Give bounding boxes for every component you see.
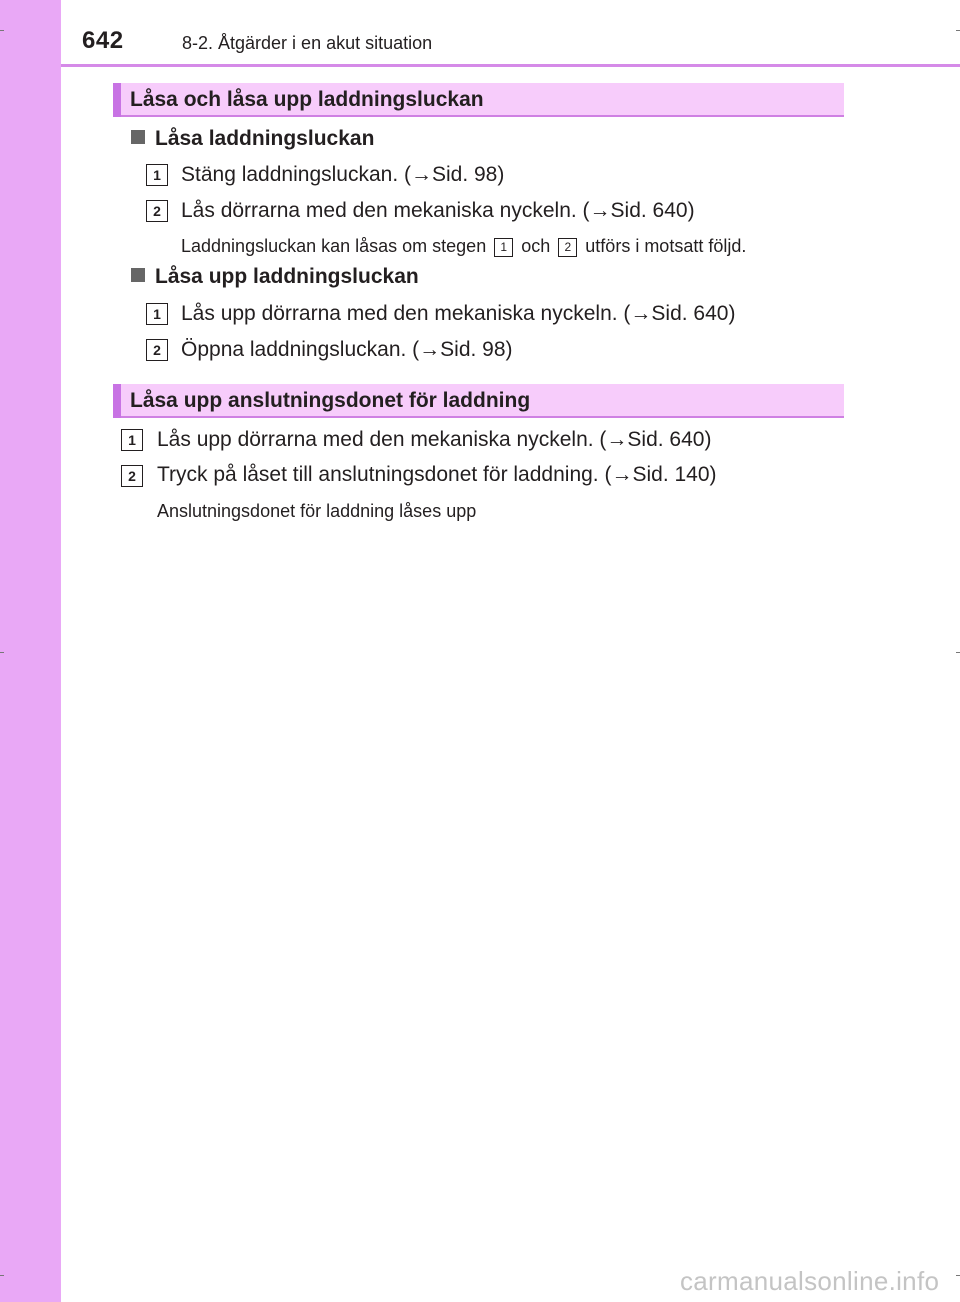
- note-text: Laddningsluckan kan låsas om stegen 1 och 2 utförs i motsatt följd.: [181, 236, 747, 256]
- crop-mark: [956, 652, 960, 653]
- step-number: 1: [146, 303, 168, 325]
- step-number: 1: [146, 164, 168, 186]
- section-heading-band: [113, 83, 844, 117]
- watermark: carmanualsonline.info: [680, 1266, 940, 1296]
- inline-step-number: 1: [494, 238, 513, 257]
- header-rule: [61, 64, 960, 67]
- heading-accent-bar: [113, 384, 121, 418]
- step-number: 1: [121, 429, 143, 451]
- crop-mark: [0, 652, 4, 653]
- step-text: Tryck på låset till anslutningsdonet för laddning. (→Sid. 140): [157, 463, 717, 486]
- section-heading: Låsa upp anslutningsdonet för laddning: [130, 389, 531, 412]
- side-tab: [0, 0, 61, 1302]
- section-title: 8-2. Åtgärder i en akut situation: [182, 33, 433, 53]
- crop-mark: [0, 1275, 4, 1276]
- section-heading-band: [113, 384, 844, 418]
- subheading-unlock: Låsa upp laddningsluckan: [131, 265, 419, 289]
- heading-accent-bar: [113, 83, 121, 117]
- section-heading: Låsa och låsa upp laddningsluckan: [130, 88, 484, 111]
- step-text: Lås upp dörrarna med den mekaniska nyckeln. (→Sid. 640): [157, 428, 712, 451]
- step-number: 2: [146, 200, 168, 222]
- crop-mark: [0, 30, 4, 31]
- subheading-lock: Låsa laddningsluckan: [131, 127, 374, 151]
- step-text: Öppna laddningsluckan. (→Sid. 98): [181, 338, 513, 361]
- step-text: Stäng laddningsluckan. (→Sid. 98): [181, 163, 505, 186]
- inline-step-number: 2: [558, 238, 577, 257]
- note-text: Anslutningsdonet för laddning låses upp: [157, 501, 477, 521]
- crop-mark: [956, 1275, 960, 1276]
- step-text: Lås upp dörrarna med den mekaniska nyckeln. (→Sid. 640): [181, 302, 736, 325]
- step-text: Lås dörrarna med den mekaniska nyckeln. (→Sid. 640): [181, 199, 695, 222]
- square-bullet-icon: [131, 130, 145, 144]
- crop-mark: [956, 30, 960, 31]
- step-number: 2: [146, 339, 168, 361]
- square-bullet-icon: [131, 268, 145, 282]
- step-number: 2: [121, 465, 143, 487]
- page-number: 642: [82, 27, 124, 54]
